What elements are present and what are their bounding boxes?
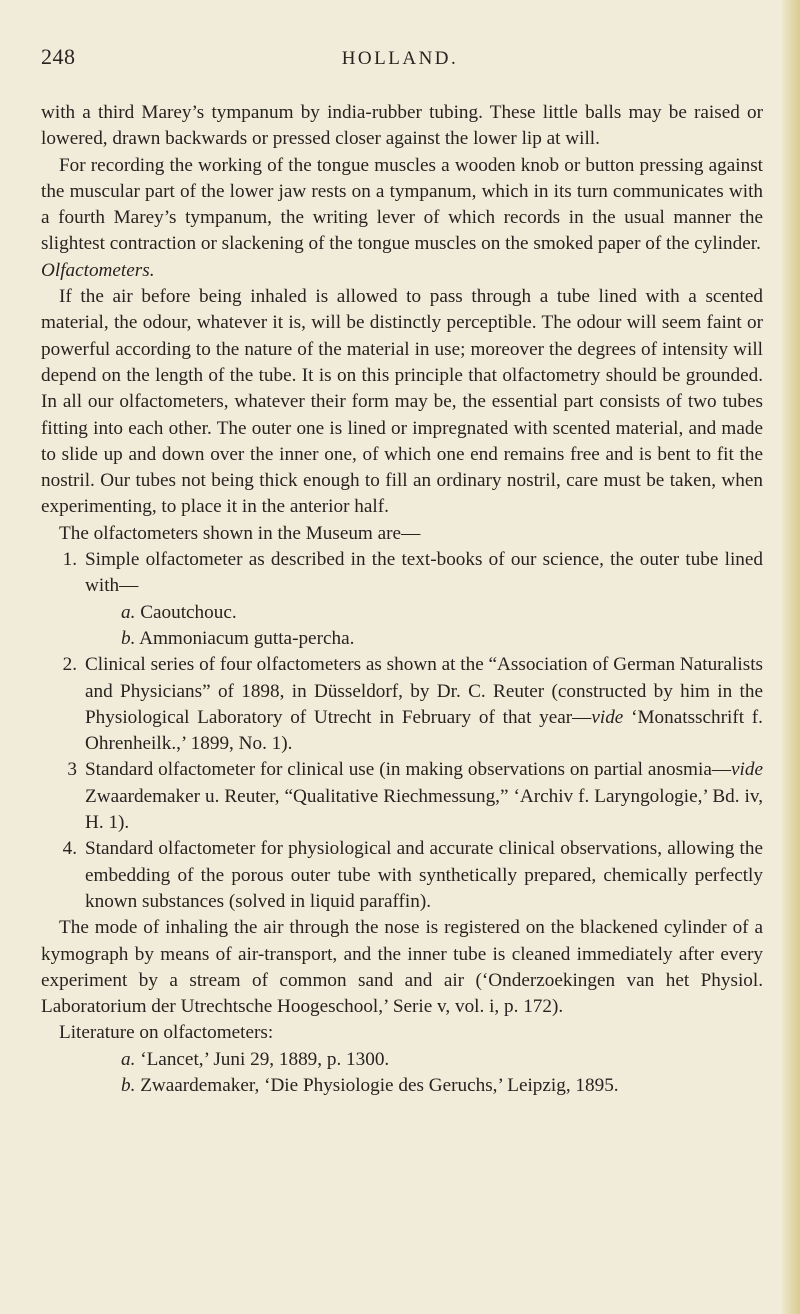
section-heading: Olfactometers. bbox=[41, 259, 155, 281]
literature-text: Zwaardemaker, ‘Die Physiologie des Geruchs,’ Leipzig, 1895. bbox=[140, 1074, 619, 1096]
list-number: 4. bbox=[62, 838, 77, 860]
list-item-text-cont: Zwaardemaker u. Reuter, “Qualitative Riechmessung,” ‘Archiv f. Laryngologie,’ Bd. iv, H. 1). bbox=[85, 785, 763, 834]
paragraph: For recording the working of the tongue muscles a wooden knob or button pressing against the muscular part of the lower jaw rests on a tympanum, which in its turn communicates with a fourth Marey’s tympanum, the writing lever of which records in the usual manner the slightest contraction or slackening of the tongue muscles on the smoked paper of the cylinder. bbox=[41, 154, 763, 255]
sub-item-text: Ammoniacum gutta-percha. bbox=[139, 627, 355, 649]
list-item-text: Standard olfactometer for physiological and accurate clinical observations, allowing the embedding of the porous outer tube with synthetically prepared, chemically perfectly known substances (solved in liquid paraffin). bbox=[85, 838, 763, 912]
page-header bbox=[0, 42, 800, 82]
page-body bbox=[41, 100, 763, 1099]
vide-italic: vide bbox=[731, 759, 763, 781]
list-item bbox=[41, 757, 763, 836]
sub-item-letter: a. bbox=[121, 601, 136, 623]
list-item-text-cont: ‘Monatsschrift f. Ohrenheilk.,’ 1899, No. 1). bbox=[85, 706, 763, 755]
literature-letter: a. bbox=[121, 1048, 136, 1070]
list-item-text: Standard olfactometer for clinical use (in making observations on partial anosmia— bbox=[85, 759, 732, 781]
list-item-text: Clinical series of four olfactometers as shown at the “Association of German Naturalists and Physicians” of 1898, in Düsseldorf, by Dr. C. Reuter (constructed by him in the Physiological Laboratory of Utrecht in February of that year— bbox=[85, 654, 763, 728]
paragraph: with a third Marey’s tympanum by india-rubber tubing. These little balls may be raised or lowered, drawn backwards or pressed closer against the lower lip at will. bbox=[41, 102, 763, 150]
page-edge bbox=[782, 0, 800, 1314]
sub-item bbox=[41, 600, 763, 626]
sub-item-text: Caoutchouc. bbox=[140, 601, 237, 623]
paragraph: If the air before being inhaled is allowed to pass through a tube lined with a scented material, the odour, whatever it is, will be distinctly perceptible. The odour will seem faint or powerful according to the nature of the material in use; moreover the degrees of intensity will depend on the length of the tube. It is on this principle that olfactometry should be grounded. In all our olfactometers, whatever their form may be, the essential part consists of two tubes fitting into each other. The outer one is lined or impregnated with scented material, and made to slide up and down over the inner one, of which one end remains free and is bent to fit the nostril. Our tubes not being thick enough to fill an ordinary nostril, care must be taken, when experimenting, to place it in the anterior half. bbox=[41, 286, 763, 518]
running-head: HOLLAND. bbox=[341, 48, 459, 69]
paragraph: Literature on olfactometers: bbox=[59, 1022, 274, 1044]
vide-italic: vide bbox=[591, 706, 624, 728]
literature-letter: b. bbox=[121, 1074, 136, 1096]
list-number: 3 bbox=[67, 759, 77, 781]
list-item bbox=[41, 547, 763, 600]
literature-text: ‘Lancet,’ Juni 29, 1889, p. 1300. bbox=[140, 1048, 390, 1070]
list-item-text: Simple olfactometer as described in the text-books of our science, the outer tube lined with— bbox=[85, 549, 763, 597]
page-number: 248 bbox=[41, 44, 76, 69]
sub-item-letter: b. bbox=[121, 627, 136, 649]
list-item bbox=[41, 652, 763, 757]
paragraph: The olfactometers shown in the Museum are— bbox=[59, 522, 421, 544]
paragraph: The mode of inhaling the air through the nose is registered on the blackened cylinder of a kymograph by means of air-transport, and the inner tube is cleaned immediately after every experiment by a stream of common sand and air (‘Onderzoekingen van het Physiol. Laboratorium der Utrechtsche Hoogeschool,’ Serie v, vol. i, p. 172). bbox=[41, 917, 763, 1018]
list-item bbox=[41, 836, 763, 915]
sub-item bbox=[41, 626, 763, 652]
list-number: 2. bbox=[62, 654, 77, 676]
literature-item bbox=[41, 1047, 763, 1073]
literature-item bbox=[41, 1073, 763, 1099]
list-number: 1. bbox=[62, 549, 77, 571]
